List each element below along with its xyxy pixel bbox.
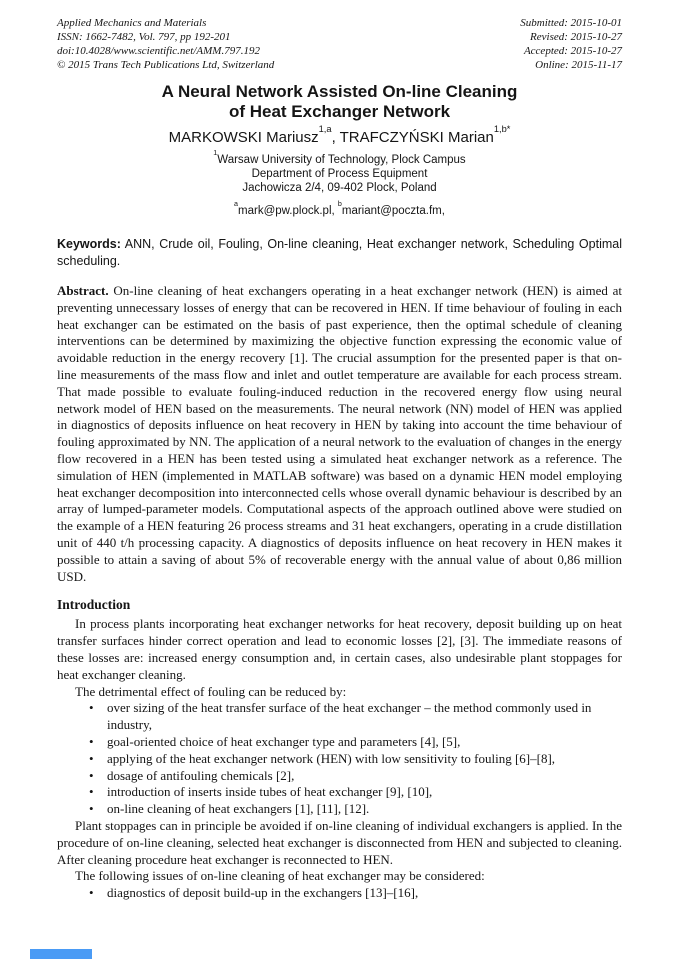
affiliation-mark: 1	[213, 148, 218, 157]
bullet-item: • applying of the heat exchanger network (HEN) with low sensitivity to fouling [6]–[8],	[87, 751, 622, 768]
email-address-b: mariant@poczta.fm,	[341, 205, 445, 217]
author-affil-mark-1: 1,a	[318, 123, 332, 134]
footer-link-fragment[interactable]	[30, 949, 92, 959]
section-heading-introduction: Introduction	[57, 597, 131, 613]
keywords-label: Keywords:	[57, 237, 121, 251]
keywords-text: ANN, Crude oil, Fouling, On-line cleaning, Heat exchanger network, Scheduling Optimal scheduling.	[57, 237, 622, 268]
bullet-item: • on-line cleaning of heat exchangers [1], [11], [12].	[87, 801, 622, 818]
affiliation-block	[57, 148, 622, 195]
journal-header-right	[520, 16, 622, 72]
revised-date: Revised: 2015-10-27	[530, 31, 622, 43]
affiliation-line-3: Jachowicza 2/4, 09-402 Plock, Poland	[242, 182, 437, 194]
author-affil-mark-2: 1,b*	[493, 123, 511, 134]
bullet-item: • diagnostics of deposit build-up in the exchangers [13]–[16],	[87, 885, 622, 902]
journal-name: Applied Mechanics and Materials	[57, 17, 207, 29]
affiliation-university: Warsaw University of Technology, Plock Campus	[217, 154, 466, 166]
author-name-2: TRAFCZYŃSKI Marian	[339, 129, 494, 146]
author-name-1: MARKOWSKI Mariusz	[168, 129, 319, 146]
intro-paragraph-2: The detrimental effect of fouling can be reduced by:	[75, 683, 347, 699]
email-address-a: mark@pw.plock.pl,	[238, 205, 338, 217]
paper-title-line2: of Heat Exchanger Network	[228, 102, 451, 121]
email-mark-a: a	[234, 199, 239, 208]
keywords-paragraph	[57, 236, 622, 270]
page-content	[57, 0, 622, 902]
affiliation-line-1	[57, 148, 622, 167]
abstract-label: Abstract.	[57, 283, 109, 298]
online-date: Online: 2015-11-17	[535, 59, 622, 71]
bullet-item: • goal-oriented choice of heat exchanger type and parameters [4], [5],	[87, 734, 622, 751]
bullet-item: • introduction of inserts inside tubes of heat exchanger [9], [10],	[87, 784, 622, 801]
authors-separator: ,	[331, 129, 340, 146]
submitted-date: Submitted: 2015-10-01	[520, 17, 622, 29]
paper-title-line1: A Neural Network Assisted On-line Cleaning	[161, 82, 518, 101]
bullet-item: • dosage of antifouling chemicals [2],	[87, 768, 622, 785]
journal-issn-line: ISSN: 1662-7482, Vol. 797, pp 192-201	[57, 31, 231, 43]
paper-title	[57, 82, 622, 122]
journal-header	[57, 0, 622, 72]
intro-paragraph-3: Plant stoppages can in principle be avoided if on-line cleaning of individual exchangers is applied. In the procedure of on-line cleaning, selected heat exchanger is disconnected from HEN and subjected to cleaning. After cleaning procedure heat exchanger is reconnected to HEN.	[57, 817, 622, 867]
journal-header-left	[57, 16, 274, 72]
online-cleaning-issues-list	[57, 885, 622, 902]
authors-line	[57, 123, 622, 147]
email-mark-b: b	[337, 199, 342, 208]
bullet-item: • over sizing of the heat transfer surface of the heat exchanger – the method commonly used in industry,	[87, 700, 622, 734]
fouling-reduction-list	[57, 700, 622, 818]
affiliation-line-2: Department of Process Equipment	[251, 168, 428, 180]
journal-copyright-line: © 2015 Trans Tech Publications Ltd, Switzerland	[57, 59, 275, 71]
accepted-date: Accepted: 2015-10-27	[523, 45, 622, 57]
journal-doi-line: doi:10.4028/www.scientific.net/AMM.797.192	[57, 45, 260, 57]
abstract-paragraph	[57, 283, 622, 585]
intro-paragraph-4: The following issues of on-line cleaning of heat exchanger may be considered:	[75, 868, 485, 884]
abstract-text: On-line cleaning of heat exchangers operating in a heat exchanger network (HEN) is aimed at preventing unnecessary losses of energy that can be recovered in HEN. If time behaviour of fouling in each heat exchanger can be estimated on the basis of past experience, then the optimal schedule of cleaning interventions can be determined by maximizing the objective function expressing the economic value of avoidable reduction in the energy recovery [1]. The crucial assumption for the presented paper is that on-line measurements of the mass flow and inlet and outlet temperature are available for each process stream. That made possible to evaluate fouling-induced reduction in the recovered energy flow using neural network model of HEN based on the measurements. The neural network (NN) model of HEN was applied in diagnostics of deposits influence on heat recovery in HEN by taking into account the time behaviour of fouling approximated by NN. The application of a neural network to the evaluation of changes in the energy flow recovered in a HEN has been tested using a simulated heat exchanger network as a reference. The simulation of HEN (implemented in MATLAB software) was based on a dynamic HEN model employing heat exchanger decomposition into interconnected cells whose overall dynamic behaviour is described by an array of lumped-parameter models. Computational aspects of the approach outlined above were studied on the example of a HEN featuring 26 process streams and 31 heat exchangers, operating in a crude distillation unit of 440 t/h processing capacity. A diagnostics of deposits influence on heat recovery in HEN makes it possible to attain a saving of about 5% of recoverable energy with the annual value of about 0,86 million USD.	[57, 283, 622, 584]
intro-paragraph-1: In process plants incorporating heat exchanger networks for heat recovery, deposit building up on heat transfer surfaces hinder correct operation and lead to economic losses [2], [3]. The immediate reasons of these losses are: increased energy consumption and, in certain cases, also undesirable plant stoppages for heat exchanger cleaning.	[57, 616, 622, 682]
emails-line	[57, 199, 622, 219]
